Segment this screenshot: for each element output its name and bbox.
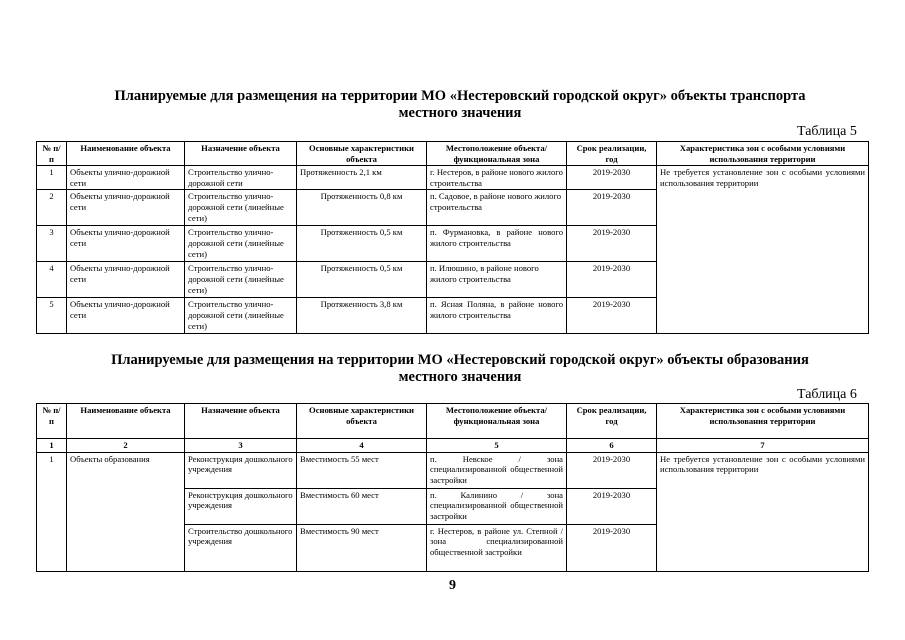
table-row: 4 Объекты улично-дорожной сети Строительство улично-дорожной сети (линейные сети) Протяженность 0,5 км п. Илюшино, в районе нового жилого строительства 2019-2030 — [37, 262, 869, 298]
table-row: 2 Объекты улично-дорожной сети Строительство улично-дорожной сети (линейные сети) Протяженность 0,8 км п. Садовое, в районе нового жилого строительства 2019-2030 — [37, 190, 869, 226]
table-row: 5 Объекты улично-дорожной сети Строительство улично-дорожной сети (линейные сети) Протяженность 3,8 км п. Ясная Поляна, в районе нового жилого строительства 2019-2030 — [37, 298, 869, 334]
table6-label: Таблица 6 — [797, 387, 857, 402]
page-number: 9 — [449, 578, 456, 593]
table-row: 3 Объекты улично-дорожной сети Строительство улично-дорожной сети (линейные сети) Протяженность 0,5 км п. Фурмановка, в районе нового жилого строительства 2019-2030 — [37, 226, 869, 262]
section5-title: Планируемые для размещения на территории МО «Нестеровский городской округ» объекты транспорта местного значения — [114, 88, 806, 121]
zones-note: Не требуется установление зон с особыми условиями использования территории — [657, 452, 869, 571]
table6-column-numbers: 1 2 3 4 5 6 7 — [37, 439, 869, 453]
section6-title: Планируемые для размещения на территории МО «Нестеровский городской округ» объекты образования местного значения — [111, 352, 809, 385]
table6-header-row: № п/п Наименование объекта Назначение объекта Основные характеристики объекта Местоположение объекта/ функциональная зона Срок реализации, год Характеристика зон с особыми условиями использования территории — [37, 404, 869, 439]
table-row: Строительство дошкольного учреждения Вместимость 90 мест г. Нестеров, в районе ул. Степной / зона специализированной общественной застройки 2019-2030 — [37, 524, 869, 571]
table-6 — [36, 403, 869, 572]
table5-header-row: № п/п Наименование объекта Назначение объекта Основные характеристики объекта Местоположение объекта/ функциональная зона Срок реализации, год Характеристика зон с особыми условиями использования территории — [37, 142, 869, 166]
table-row: 1 Объекты улично-дорожной сети Строительство улично-дорожной сети Протяженность 2,1 км г. Нестеров, в районе нового жилого строительства 2019-2030 Не требуется установление зон с особыми условиями использования территории — [37, 166, 869, 190]
table-row: Реконструкция дошкольного учреждения Вместимость 60 мест п. Калинино / зона специализированной общественной застройки 2019-2030 — [37, 488, 869, 524]
zones-note: Не требуется установление зон с особыми условиями использования территории — [657, 166, 869, 334]
table5-label: Таблица 5 — [797, 124, 857, 139]
table-row: 1 Объекты образования Реконструкция дошкольного учреждения Вместимость 55 мест п. Невское / зона специализированной общественной застройки 2019-2030 Не требуется установление зон с особыми условиями использования территории — [37, 452, 869, 488]
table-5 — [36, 141, 869, 334]
